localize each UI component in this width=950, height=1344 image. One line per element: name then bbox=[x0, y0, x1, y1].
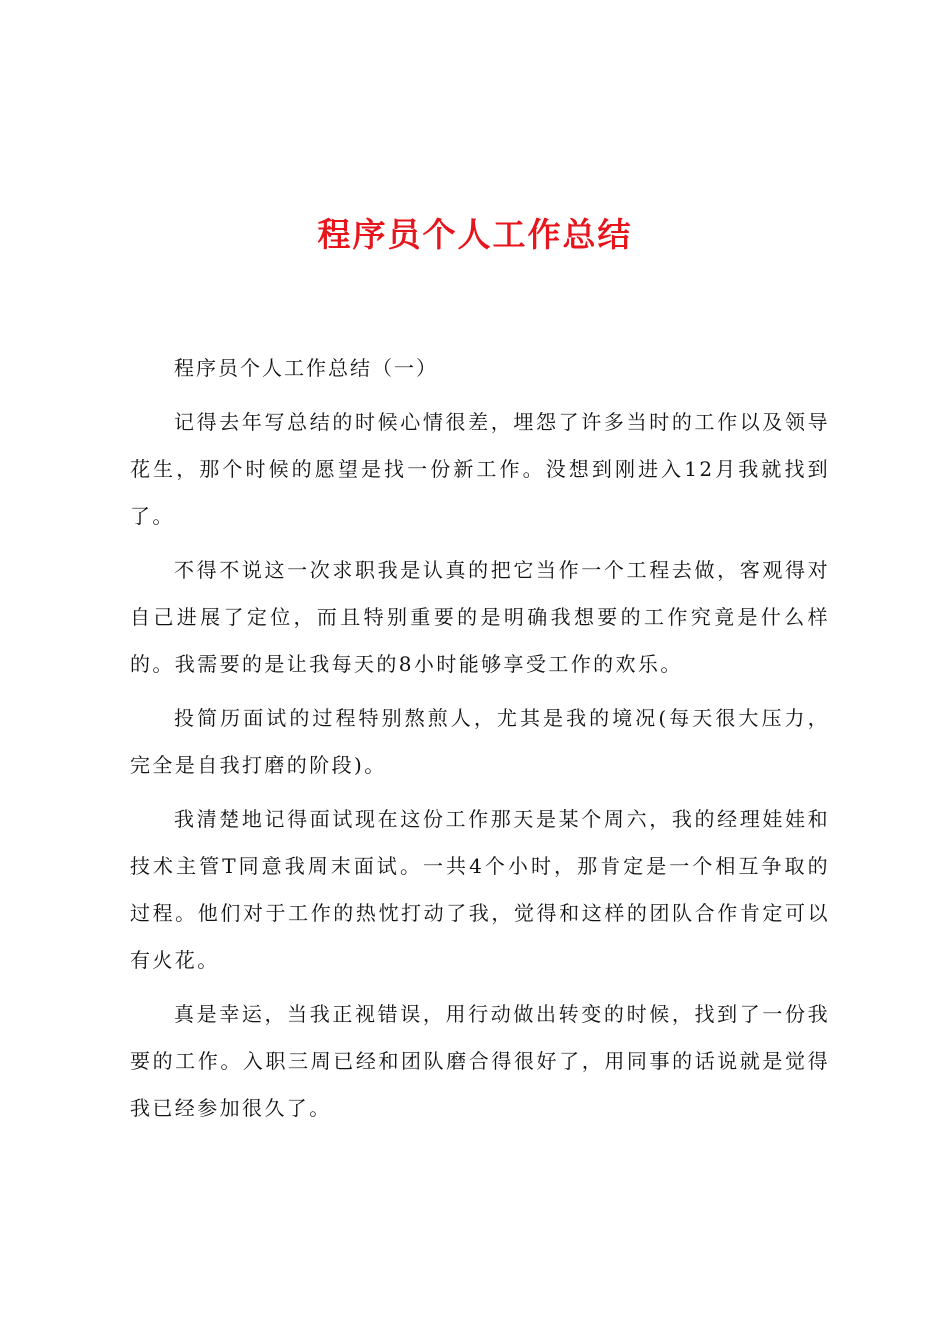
document-body bbox=[130, 345, 830, 1139]
paragraph-5: 真是幸运，当我正视错误，用行动做出转变的时候，找到了一份我要的工作。入职三周已经和团队磨合得很好了，用同事的话说就是觉得我已经参加很久了。 bbox=[130, 1002, 830, 1120]
document-title: 程序员个人工作总结 bbox=[317, 215, 633, 254]
paragraph-2: 不得不说这一次求职我是认真的把它当作一个工程去做，客观得对自己进展了定位，而且特别重要的是明确我想要的工作究竟是什么样的。我需要的是让我每天的8小时能够享受工作的欢乐。 bbox=[130, 558, 830, 676]
section-heading: 程序员个人工作总结（一） bbox=[174, 356, 438, 380]
paragraph-1: 记得去年写总结的时候心情很差，埋怨了许多当时的工作以及领导花生，那个时候的愿望是找一份新工作。没想到刚进入12月我就找到了。 bbox=[130, 410, 830, 528]
paragraph-3: 投简历面试的过程特别熬煎人，尤其是我的境况(每天很大压力，完全是自我打磨的阶段)。 bbox=[130, 706, 830, 777]
paragraph-4: 我清楚地记得面试现在这份工作那天是某个周六，我的经理娃娃和技术主管T同意我周末面试。一共4个小时，那肯定是一个相互争取的过程。他们对于工作的热忱打动了我，觉得和这样的团队合作肯定可以有火花。 bbox=[130, 807, 830, 972]
